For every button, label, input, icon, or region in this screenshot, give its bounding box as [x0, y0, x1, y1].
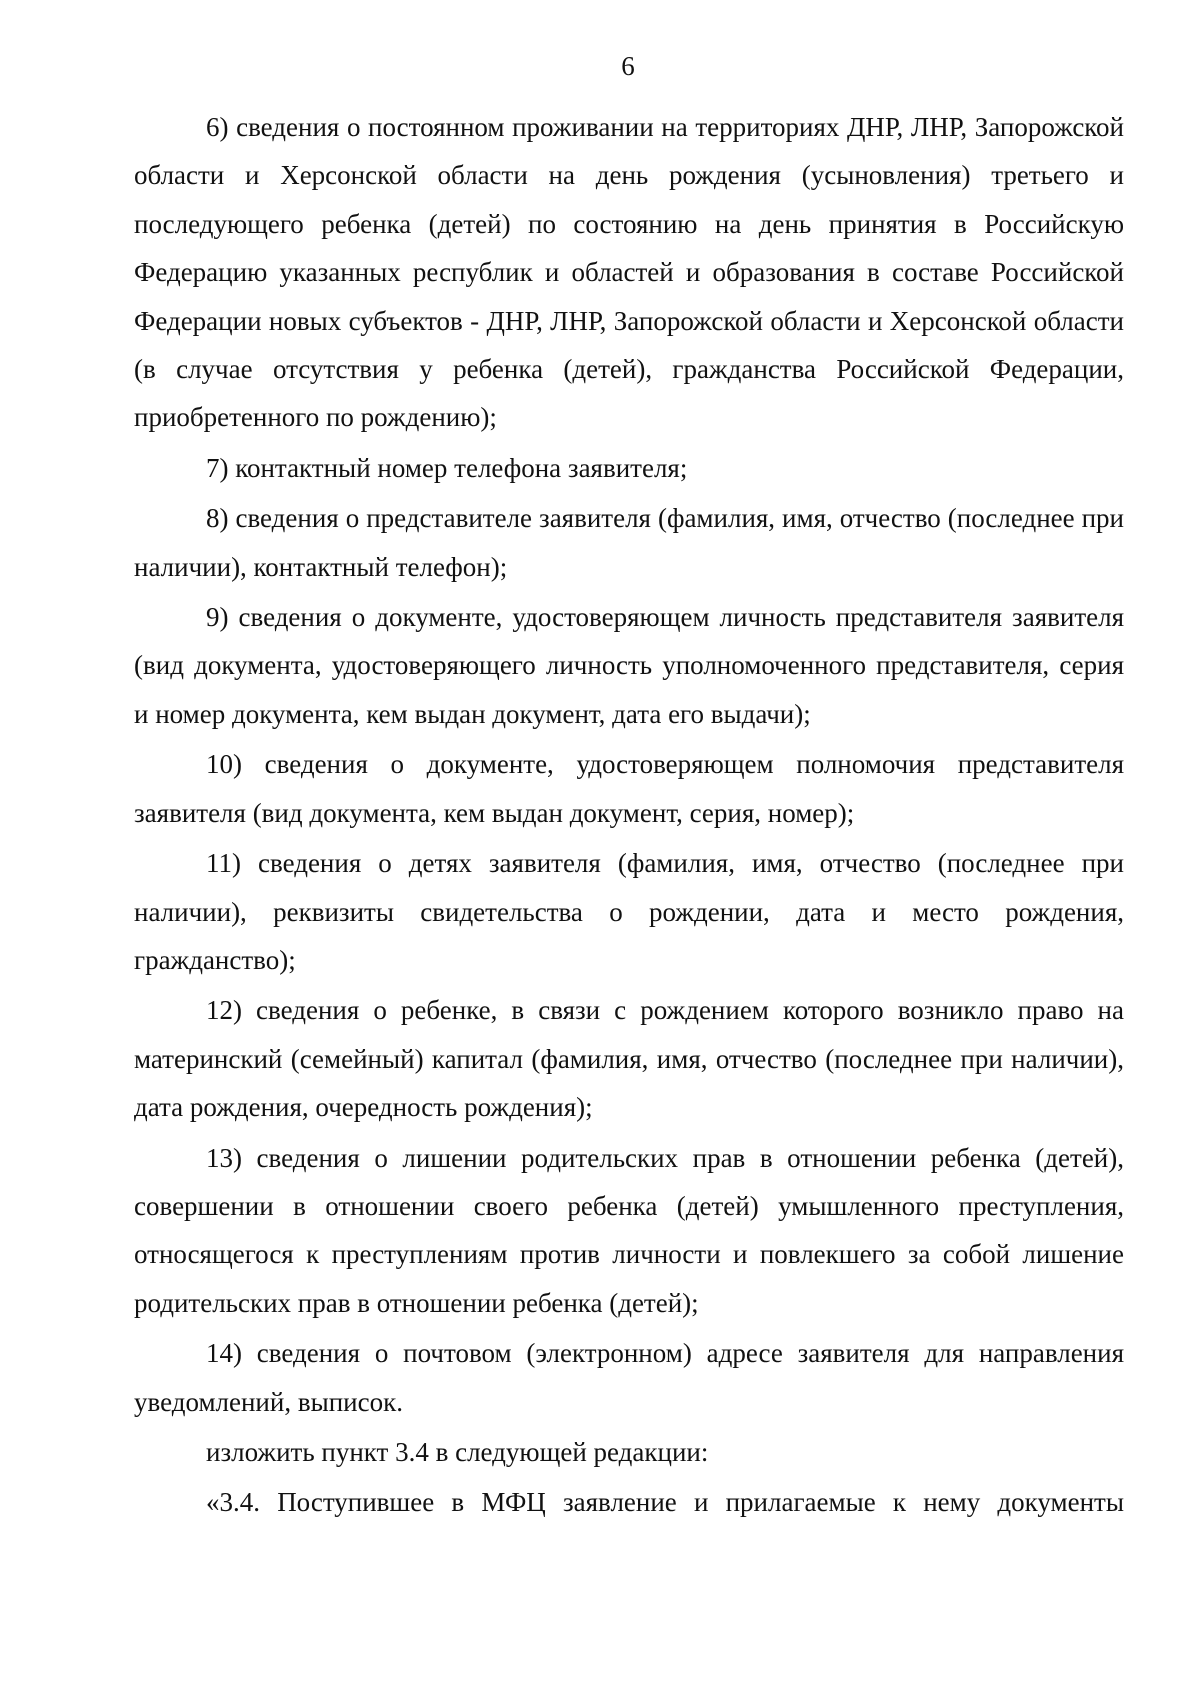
- list-item-11: 11) сведения о детях заявителя (фамилия, имя, отчество (последнее при наличии), реквизиты свидетельства о рождении, дата и место рождения, гражданство);: [134, 848, 1124, 975]
- list-item-9: 9) сведения о документе, удостоверяющем личность представителя заявителя (вид документа, удостоверяющего личность уполномоченного представителя, серия и номер документа, кем выдан документ, дата его выдачи);: [134, 602, 1124, 729]
- list-item-8: 8) сведения о представителе заявителя (фамилия, имя, отчество (последнее при наличии), контактный телефон);: [134, 503, 1124, 582]
- list-item-10: 10) сведения о документе, удостоверяющем полномочия представителя заявителя (вид документа, кем выдан документ, серия, номер);: [134, 749, 1124, 828]
- page-number: 6: [621, 51, 635, 81]
- document-body: [134, 103, 1124, 1529]
- clause-3-4-start: «3.4. Поступившее в МФЦ заявление и прилагаемые к нему документы: [206, 1487, 1124, 1518]
- amendment-instruction: изложить пункт 3.4 в следующей редакции:: [206, 1436, 709, 1467]
- list-item-13: 13) сведения о лишении родительских прав в отношении ребенка (детей), совершении в отношении своего ребенка (детей) умышленного преступления, относящегося к преступлениям против личности и повлекшего за собой лишение родительских прав в отношении ребенка (детей);: [134, 1142, 1124, 1318]
- list-item-14: 14) сведения о почтовом (электронном) адресе заявителя для направления уведомлений, выписок.: [134, 1338, 1124, 1417]
- list-item-6: 6) сведения о постоянном проживании на территориях ДНР, ЛНР, Запорожской области и Херсонской области на день рождения (усыновления) третьего и последующего ребенка (детей) по состоянию на день принятия в Российскую Федерацию указанных республик и областей и образования в составе Российской Федерации новых субъектов - ДНР, ЛНР, Запорожской области и Херсонской области (в случае отсутствия у ребенка (детей), гражданства Российской Федерации, приобретенного по рождению);: [134, 112, 1124, 433]
- list-item-12: 12) сведения о ребенке, в связи с рождением которого возникло право на материнский (семейный) капитал (фамилия, имя, отчество (последнее при наличии), дата рождения, очередность рождения);: [134, 995, 1124, 1123]
- list-item-7: 7) контактный номер телефона заявителя;: [206, 452, 688, 483]
